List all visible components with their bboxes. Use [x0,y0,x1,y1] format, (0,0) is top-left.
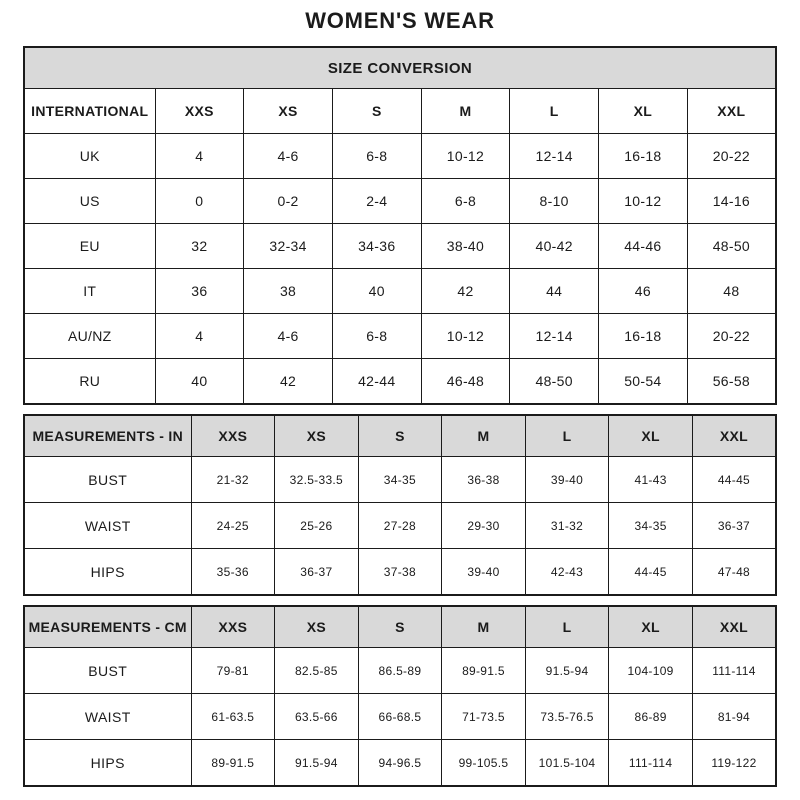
cell-value: 4 [155,314,244,359]
measurements-cm-table [23,605,777,787]
cell-value: 34-35 [609,503,693,549]
cell-value: 37-38 [358,549,442,596]
column-header-m: M [442,415,526,457]
cell-value: 91.5-94 [275,740,359,787]
cell-value: 40-42 [510,224,599,269]
row-label: WAIST [24,694,191,740]
cell-value: 63.5-66 [275,694,359,740]
column-header-row [24,606,776,648]
cell-value: 42-43 [525,549,609,596]
cell-value: 44-46 [599,224,688,269]
cell-value: 14-16 [687,179,776,224]
table-row-waist [24,694,776,740]
cell-value: 82.5-85 [275,648,359,694]
page-title: WOMEN'S WEAR [305,8,495,33]
cell-value: 46-48 [421,359,510,405]
cell-value: 10-12 [421,134,510,179]
row-label: RU [24,359,155,405]
row-label: BUST [24,648,191,694]
cell-value: 0-2 [244,179,333,224]
cell-value: 91.5-94 [525,648,609,694]
cell-value: 8-10 [510,179,599,224]
cell-value: 10-12 [599,179,688,224]
cell-value: 71-73.5 [442,694,526,740]
row-label: AU/NZ [24,314,155,359]
cell-value: 119-122 [692,740,776,787]
cell-value: 6-8 [332,134,421,179]
cell-value: 40 [155,359,244,405]
cell-value: 56-58 [687,359,776,405]
cell-value: 16-18 [599,134,688,179]
cell-value: 41-43 [609,457,693,503]
row-label: IT [24,269,155,314]
row-label: BUST [24,457,191,503]
column-header-xxs: XXS [191,415,275,457]
cell-value: 66-68.5 [358,694,442,740]
column-header-xl: XL [609,415,693,457]
cell-value: 6-8 [421,179,510,224]
row-label-header: MEASUREMENTS - CM [24,606,191,648]
cell-value: 79-81 [191,648,275,694]
cell-value: 4-6 [244,314,333,359]
column-header-xxl: XXL [687,89,776,134]
row-label: HIPS [24,549,191,596]
column-header-xxl: XXL [692,415,776,457]
cell-value: 44-45 [692,457,776,503]
row-label: HIPS [24,740,191,787]
cell-value: 36-37 [275,549,359,596]
column-header-s: S [358,415,442,457]
cell-value: 12-14 [510,134,599,179]
table-row-eu [24,224,776,269]
cell-value: 38 [244,269,333,314]
table-row-au-nz [24,314,776,359]
table-title-row [24,47,776,89]
cell-value: 36-38 [442,457,526,503]
cell-value: 44 [510,269,599,314]
column-header-row [24,415,776,457]
cell-value: 32 [155,224,244,269]
table-row-it [24,269,776,314]
cell-value: 48 [687,269,776,314]
cell-value: 36 [155,269,244,314]
cell-value: 38-40 [421,224,510,269]
column-header-row [24,89,776,134]
cell-value: 44-45 [609,549,693,596]
cell-value: 0 [155,179,244,224]
cell-value: 20-22 [687,314,776,359]
table-row-hips [24,549,776,596]
cell-value: 61-63.5 [191,694,275,740]
cell-value: 101.5-104 [525,740,609,787]
column-header-xxs: XXS [191,606,275,648]
column-header-xs: XS [244,89,333,134]
table-row-bust [24,648,776,694]
cell-value: 48-50 [687,224,776,269]
column-header-s: S [358,606,442,648]
cell-value: 104-109 [609,648,693,694]
cell-value: 42 [421,269,510,314]
cell-value: 42 [244,359,333,405]
column-header-xl: XL [609,606,693,648]
cell-value: 27-28 [358,503,442,549]
column-header-m: M [442,606,526,648]
cell-value: 42-44 [332,359,421,405]
column-header-xs: XS [275,415,359,457]
cell-value: 73.5-76.5 [525,694,609,740]
cell-value: 46 [599,269,688,314]
cell-value: 32-34 [244,224,333,269]
cell-value: 20-22 [687,134,776,179]
cell-value: 24-25 [191,503,275,549]
cell-value: 6-8 [332,314,421,359]
table-row-uk [24,134,776,179]
cell-value: 36-37 [692,503,776,549]
cell-value: 81-94 [692,694,776,740]
cell-value: 34-35 [358,457,442,503]
column-header-xl: XL [599,89,688,134]
cell-value: 50-54 [599,359,688,405]
column-header-l: L [525,415,609,457]
cell-value: 111-114 [692,648,776,694]
cell-value: 47-48 [692,549,776,596]
cell-value: 89-91.5 [442,648,526,694]
cell-value: 4-6 [244,134,333,179]
cell-value: 2-4 [332,179,421,224]
cell-value: 35-36 [191,549,275,596]
cell-value: 16-18 [599,314,688,359]
column-header-l: L [525,606,609,648]
cell-value: 10-12 [421,314,510,359]
table-row-hips [24,740,776,787]
cell-value: 99-105.5 [442,740,526,787]
column-header-xxs: XXS [155,89,244,134]
cell-value: 111-114 [609,740,693,787]
row-label-header: INTERNATIONAL [24,89,155,134]
row-label-header: MEASUREMENTS - IN [24,415,191,457]
cell-value: 31-32 [525,503,609,549]
column-header-l: L [510,89,599,134]
cell-value: 25-26 [275,503,359,549]
cell-value: 12-14 [510,314,599,359]
cell-value: 94-96.5 [358,740,442,787]
column-header-s: S [332,89,421,134]
cell-value: 32.5-33.5 [275,457,359,503]
cell-value: 89-91.5 [191,740,275,787]
cell-value: 86.5-89 [358,648,442,694]
row-label: WAIST [24,503,191,549]
size-conversion-table [23,46,777,405]
cell-value: 48-50 [510,359,599,405]
cell-value: 86-89 [609,694,693,740]
column-header-xxl: XXL [692,606,776,648]
table-row-ru [24,359,776,405]
row-label: UK [24,134,155,179]
cell-value: 29-30 [442,503,526,549]
table-row-waist [24,503,776,549]
cell-value: 4 [155,134,244,179]
column-header-xs: XS [275,606,359,648]
table-row-bust [24,457,776,503]
row-label: US [24,179,155,224]
cell-value: 39-40 [525,457,609,503]
cell-value: 40 [332,269,421,314]
cell-value: 34-36 [332,224,421,269]
row-label: EU [24,224,155,269]
cell-value: 21-32 [191,457,275,503]
table-title: SIZE CONVERSION [24,47,776,89]
cell-value: 39-40 [442,549,526,596]
measurements-inches-table [23,414,777,596]
column-header-m: M [421,89,510,134]
table-row-us [24,179,776,224]
